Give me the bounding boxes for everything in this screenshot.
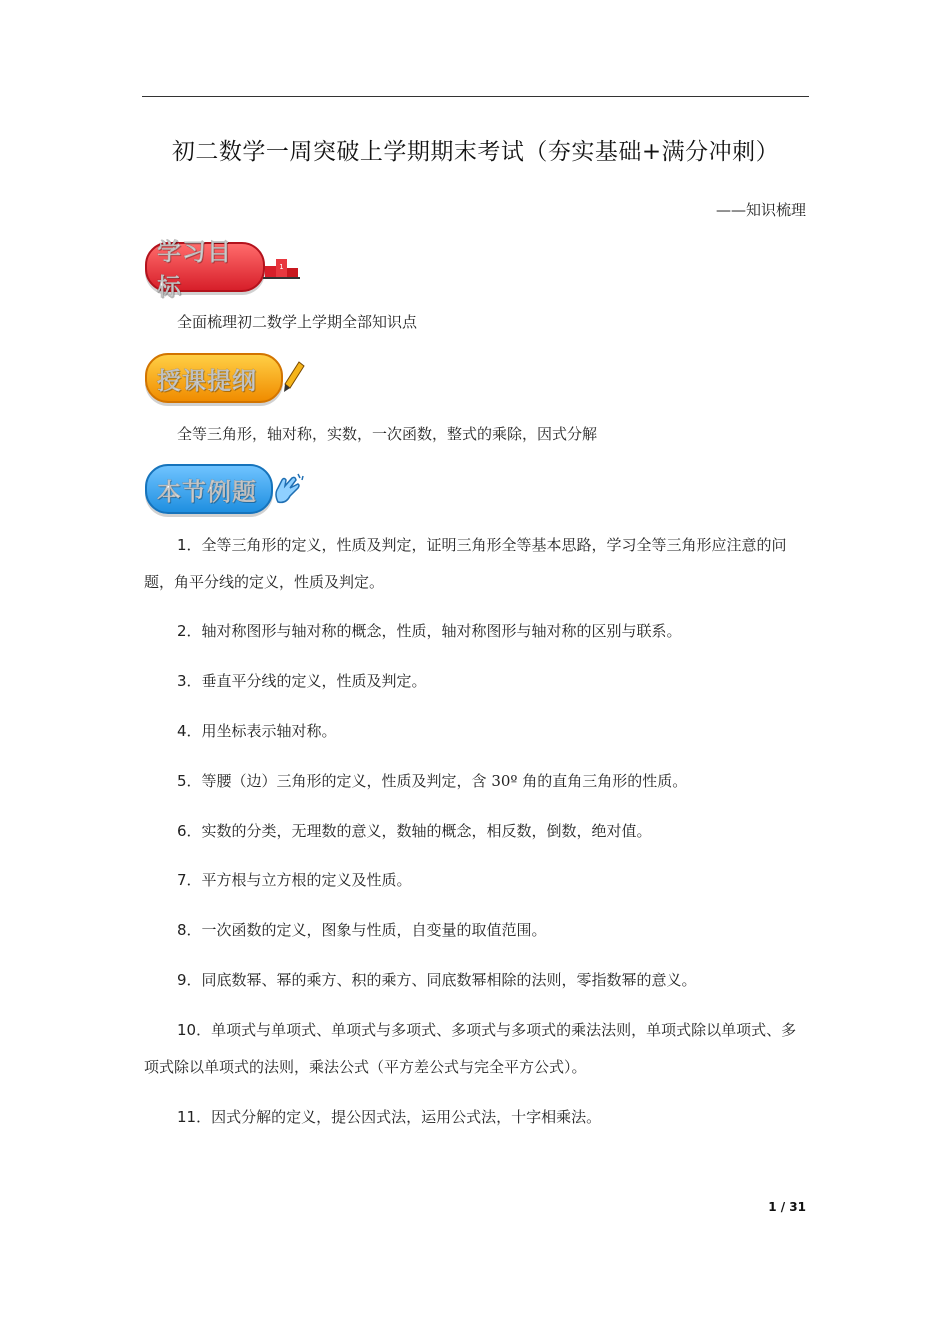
section-badge-examples <box>145 464 273 514</box>
list-item: 2．轴对称图形与轴对称的概念，性质，轴对称图形与轴对称的区别与联系。 <box>177 622 682 640</box>
list-item: 10．单项式与单项式、单项式与多项式、多项式与多项式的乘法法则，单项式除以单项式、多项式除以单项式的法则，乘法公式（平方差公式与完全平方公式）。 <box>144 1021 797 1076</box>
list-item: 3．垂直平分线的定义，性质及判定。 <box>177 672 427 690</box>
hand-icon <box>272 472 304 506</box>
section-badge-learning-goals <box>145 238 265 301</box>
svg-text:1: 1 <box>279 263 284 271</box>
header-rule <box>142 96 809 97</box>
list-item: 8．一次函数的定义，图象与性质，自变量的取值范围。 <box>177 921 547 939</box>
list-item: 11．因式分解的定义，提公因式法，运用公式法，十字相乘法。 <box>177 1108 602 1126</box>
podium-icon <box>262 254 302 280</box>
list-item: 5．等腰（边）三角形的定义，性质及判定，含 30º 角的直角三角形的性质。 <box>177 772 688 790</box>
section-badge-label: 本节例题 <box>157 477 257 506</box>
section-badge-outline <box>145 353 283 403</box>
section-text-learning-goals: 全面梳理初二数学上学期全部知识点 <box>177 313 418 331</box>
list-item: 9．同底数幂、幂的乘方、积的乘方、同底数幂相除的法则，零指数幂的意义。 <box>177 971 697 989</box>
page-subtitle: ——知识梳理 <box>715 201 806 219</box>
list-item: 1．全等三角形的定义，性质及判定，证明三角形全等基本思路，学习全等三角形应注意的问题，角平分线的定义，性质及判定。 <box>144 536 787 591</box>
page-number: 1 / 31 <box>768 1200 806 1214</box>
list-item: 7．平方根与立方根的定义及性质。 <box>177 871 412 889</box>
list-item: 4．用坐标表示轴对称。 <box>177 722 337 740</box>
section-text-outline: 全等三角形，轴对称，实数，一次函数，整式的乘除，因式分解 <box>177 425 598 443</box>
section-badge-label: 授课提纲 <box>157 366 257 395</box>
list-item: 6．实数的分类，无理数的意义，数轴的概念，相反数，倒数，绝对值。 <box>177 822 652 840</box>
page-title: 初二数学一周突破上学期期末考试（夯实基础+满分冲刺） <box>171 139 780 165</box>
pencil-icon <box>282 360 306 394</box>
section-badge-label: 学习目标 <box>157 238 232 301</box>
